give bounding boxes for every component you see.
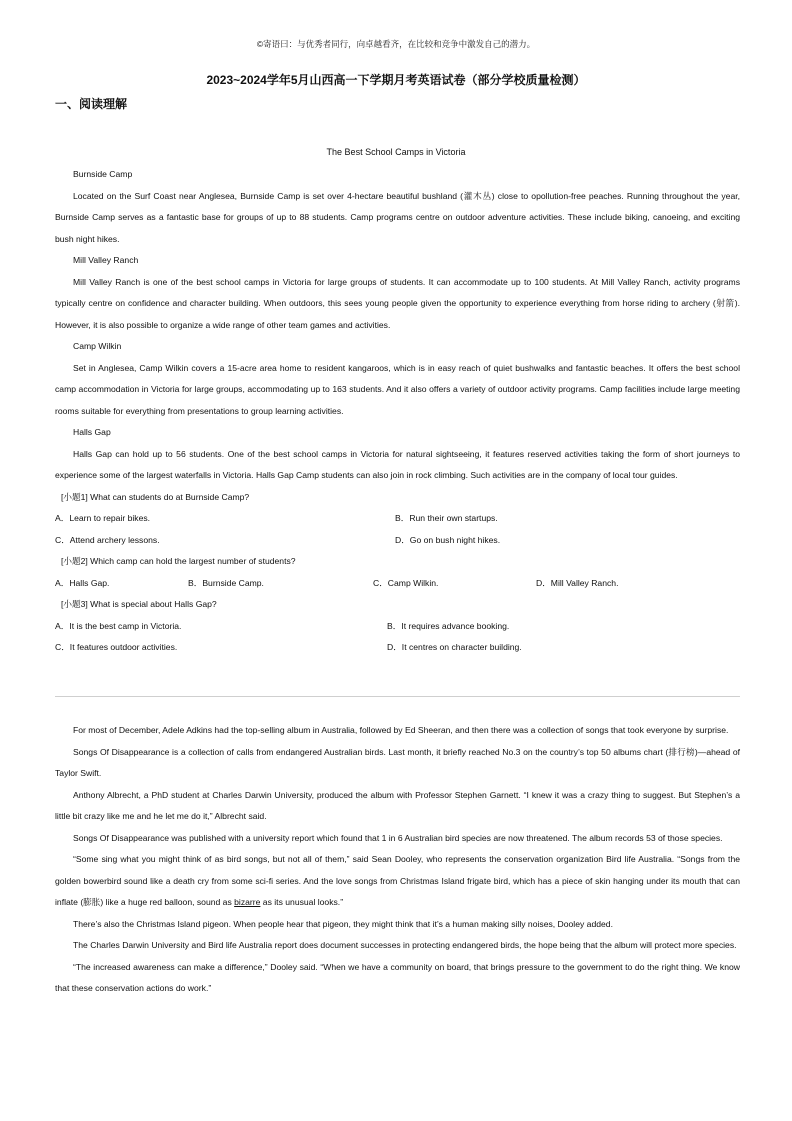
motto-line: ©寄语曰：与优秀者同行，向卓越看齐，在比较和竞争中激发自己的潜力。 bbox=[256, 39, 536, 49]
passage1-title: The Best School Camps in Victoria bbox=[326, 147, 466, 157]
question-stem: [小题1] What can students do at Burnside Camp? bbox=[61, 491, 250, 502]
paragraph-text: as its unusual looks.” bbox=[260, 897, 344, 907]
option-d: D．Mill Valley Ranch. bbox=[536, 577, 619, 588]
option-c: C．It features outdoor activities. bbox=[55, 642, 178, 652]
underlined-word: bizarre bbox=[234, 897, 261, 907]
option-d: D．It centres on character building. bbox=[387, 642, 522, 652]
option-d: D．Go on bush night hikes. bbox=[395, 534, 501, 545]
question-options bbox=[55, 530, 740, 552]
question-stem: [小题2] Which camp can hold the largest number of students? bbox=[61, 556, 296, 566]
paragraph: There’s also the Christmas Island pigeon. When people hear that pigeon, they might think that it’s a human making silly noises, Dooley added. bbox=[73, 918, 613, 929]
paragraph: For most of December, Adele Adkins had the top-selling album in Australia, followed by Ed Sheeran, and then there was a collection of songs that took everyone by surprise. bbox=[73, 725, 729, 735]
question-options bbox=[55, 637, 740, 659]
question-options bbox=[55, 573, 740, 595]
passage2-body bbox=[55, 720, 740, 1000]
paragraph: Songs Of Disappearance was published with a university report which found that 1 in 6 Australian bird species are now threatened. The album records 53 of those species. bbox=[73, 832, 723, 843]
camp-description: Set in Anglesea, Camp Wilkin covers a 15-acre area home to resident kangaroos, which is in easy reach of quiet bushwalks and fantastic beaches. It offers the best school camp accommodation in Victoria for large groups, accommodating up to 163 students. And it also offers a variety of outdoor activity programs. Camp facilities include large meeting rooms suitable for everything from presentations to group learning activities. bbox=[55, 362, 740, 416]
passage1-body bbox=[55, 164, 740, 659]
option-a: A．Halls Gap. bbox=[55, 577, 110, 588]
question-stem: [小题3] What is special about Halls Gap? bbox=[61, 599, 217, 609]
camp-description: Halls Gap can hold up to 56 students. One of the best school camps in Victoria for natural sightseeing, it features reserved activities taking the form of short journeys to experience some of the largest waterfalls in Victoria. Halls Gap Camp students can also join in rock climbing. Such activities are in the company of local tour guides. bbox=[55, 448, 740, 480]
option-c: C．Attend archery lessons. bbox=[55, 534, 160, 545]
paragraph: “The increased awareness can make a difference,” Dooley said. “When we have a community on board, that brings pressure to the government to do the right thing. We know that these conservation actions do work.” bbox=[55, 961, 740, 993]
option-c: C．Camp Wilkin. bbox=[373, 577, 439, 588]
option-a: A．Learn to repair bikes. bbox=[55, 513, 151, 523]
camp-name: Camp Wilkin bbox=[73, 341, 122, 351]
paragraph-text: “Some sing what you might think of as bird songs, but not all of them,” said Sean Dooley, who represents the conservation organization Bird life Australia. “Songs from the golden bowerbird sound like a death cry from some sci-fi series. And the love songs from Christmas Island frigate bird, which has a piece of skin hanging under its mouth that can inflate (膨胀) like a huge red balloon, sound as bbox=[55, 854, 740, 907]
section-heading: 一、阅读理解 bbox=[55, 97, 128, 111]
question-options bbox=[55, 508, 740, 530]
paragraph bbox=[55, 849, 740, 914]
option-b: B．It requires advance booking. bbox=[387, 620, 510, 631]
camp-description: Mill Valley Ranch is one of the best school camps in Victoria for large groups of students. It can accommodate up to 100 students. At Mill Valley Ranch, activity programs typically centre on confidence and character building. When outdoors, this sees young people given the opportunity to experience everything from horse riding to archery (射箭). However, it is also possible to organize a wide range of other team games and activities. bbox=[55, 276, 740, 330]
exam-title: 2023~2024学年5月山西高一下学期月考英语试卷（部分学校质量检测） bbox=[206, 73, 586, 87]
section-divider bbox=[55, 696, 740, 697]
option-b: B．Run their own startups. bbox=[395, 513, 498, 523]
camp-description: Located on the Surf Coast near Anglesea, Burnside Camp is set over 4-hectare beautiful bushland (灌木丛) close to opollution-free peaches. Running throughout the year, Burnside Camp serves as a fantastic base for groups of up to 88 students. Camp programs centre on outdoor adventure activities. These include biking, canoeing, and exciting bush night hikes. bbox=[55, 190, 740, 244]
camp-name: Mill Valley Ranch bbox=[73, 255, 139, 265]
camp-name: Burnside Camp bbox=[73, 169, 133, 179]
camp-name: Halls Gap bbox=[73, 427, 111, 437]
question-options bbox=[55, 616, 740, 638]
paragraph: Anthony Albrecht, a PhD student at Charles Darwin University, produced the album with Professor Stephen Garnett. “I knew it was a crazy thing to suggest. But Stephen’s a little bit crazy like me and he let me do it,” Albrecht said. bbox=[55, 789, 740, 821]
option-b: B．Burnside Camp. bbox=[188, 577, 264, 588]
paragraph: The Charles Darwin University and Bird life Australia report does document successes in protecting endangered birds, the hope being that the album will protect more species. bbox=[73, 940, 737, 950]
paragraph: Songs Of Disappearance is a collection of calls from endangered Australian birds. Last month, it briefly reached No.3 on the country’s top 50 albums chart (排行榜)—ahead of Taylor Swift. bbox=[55, 746, 740, 778]
option-a: A．It is the best camp in Victoria. bbox=[55, 620, 182, 631]
